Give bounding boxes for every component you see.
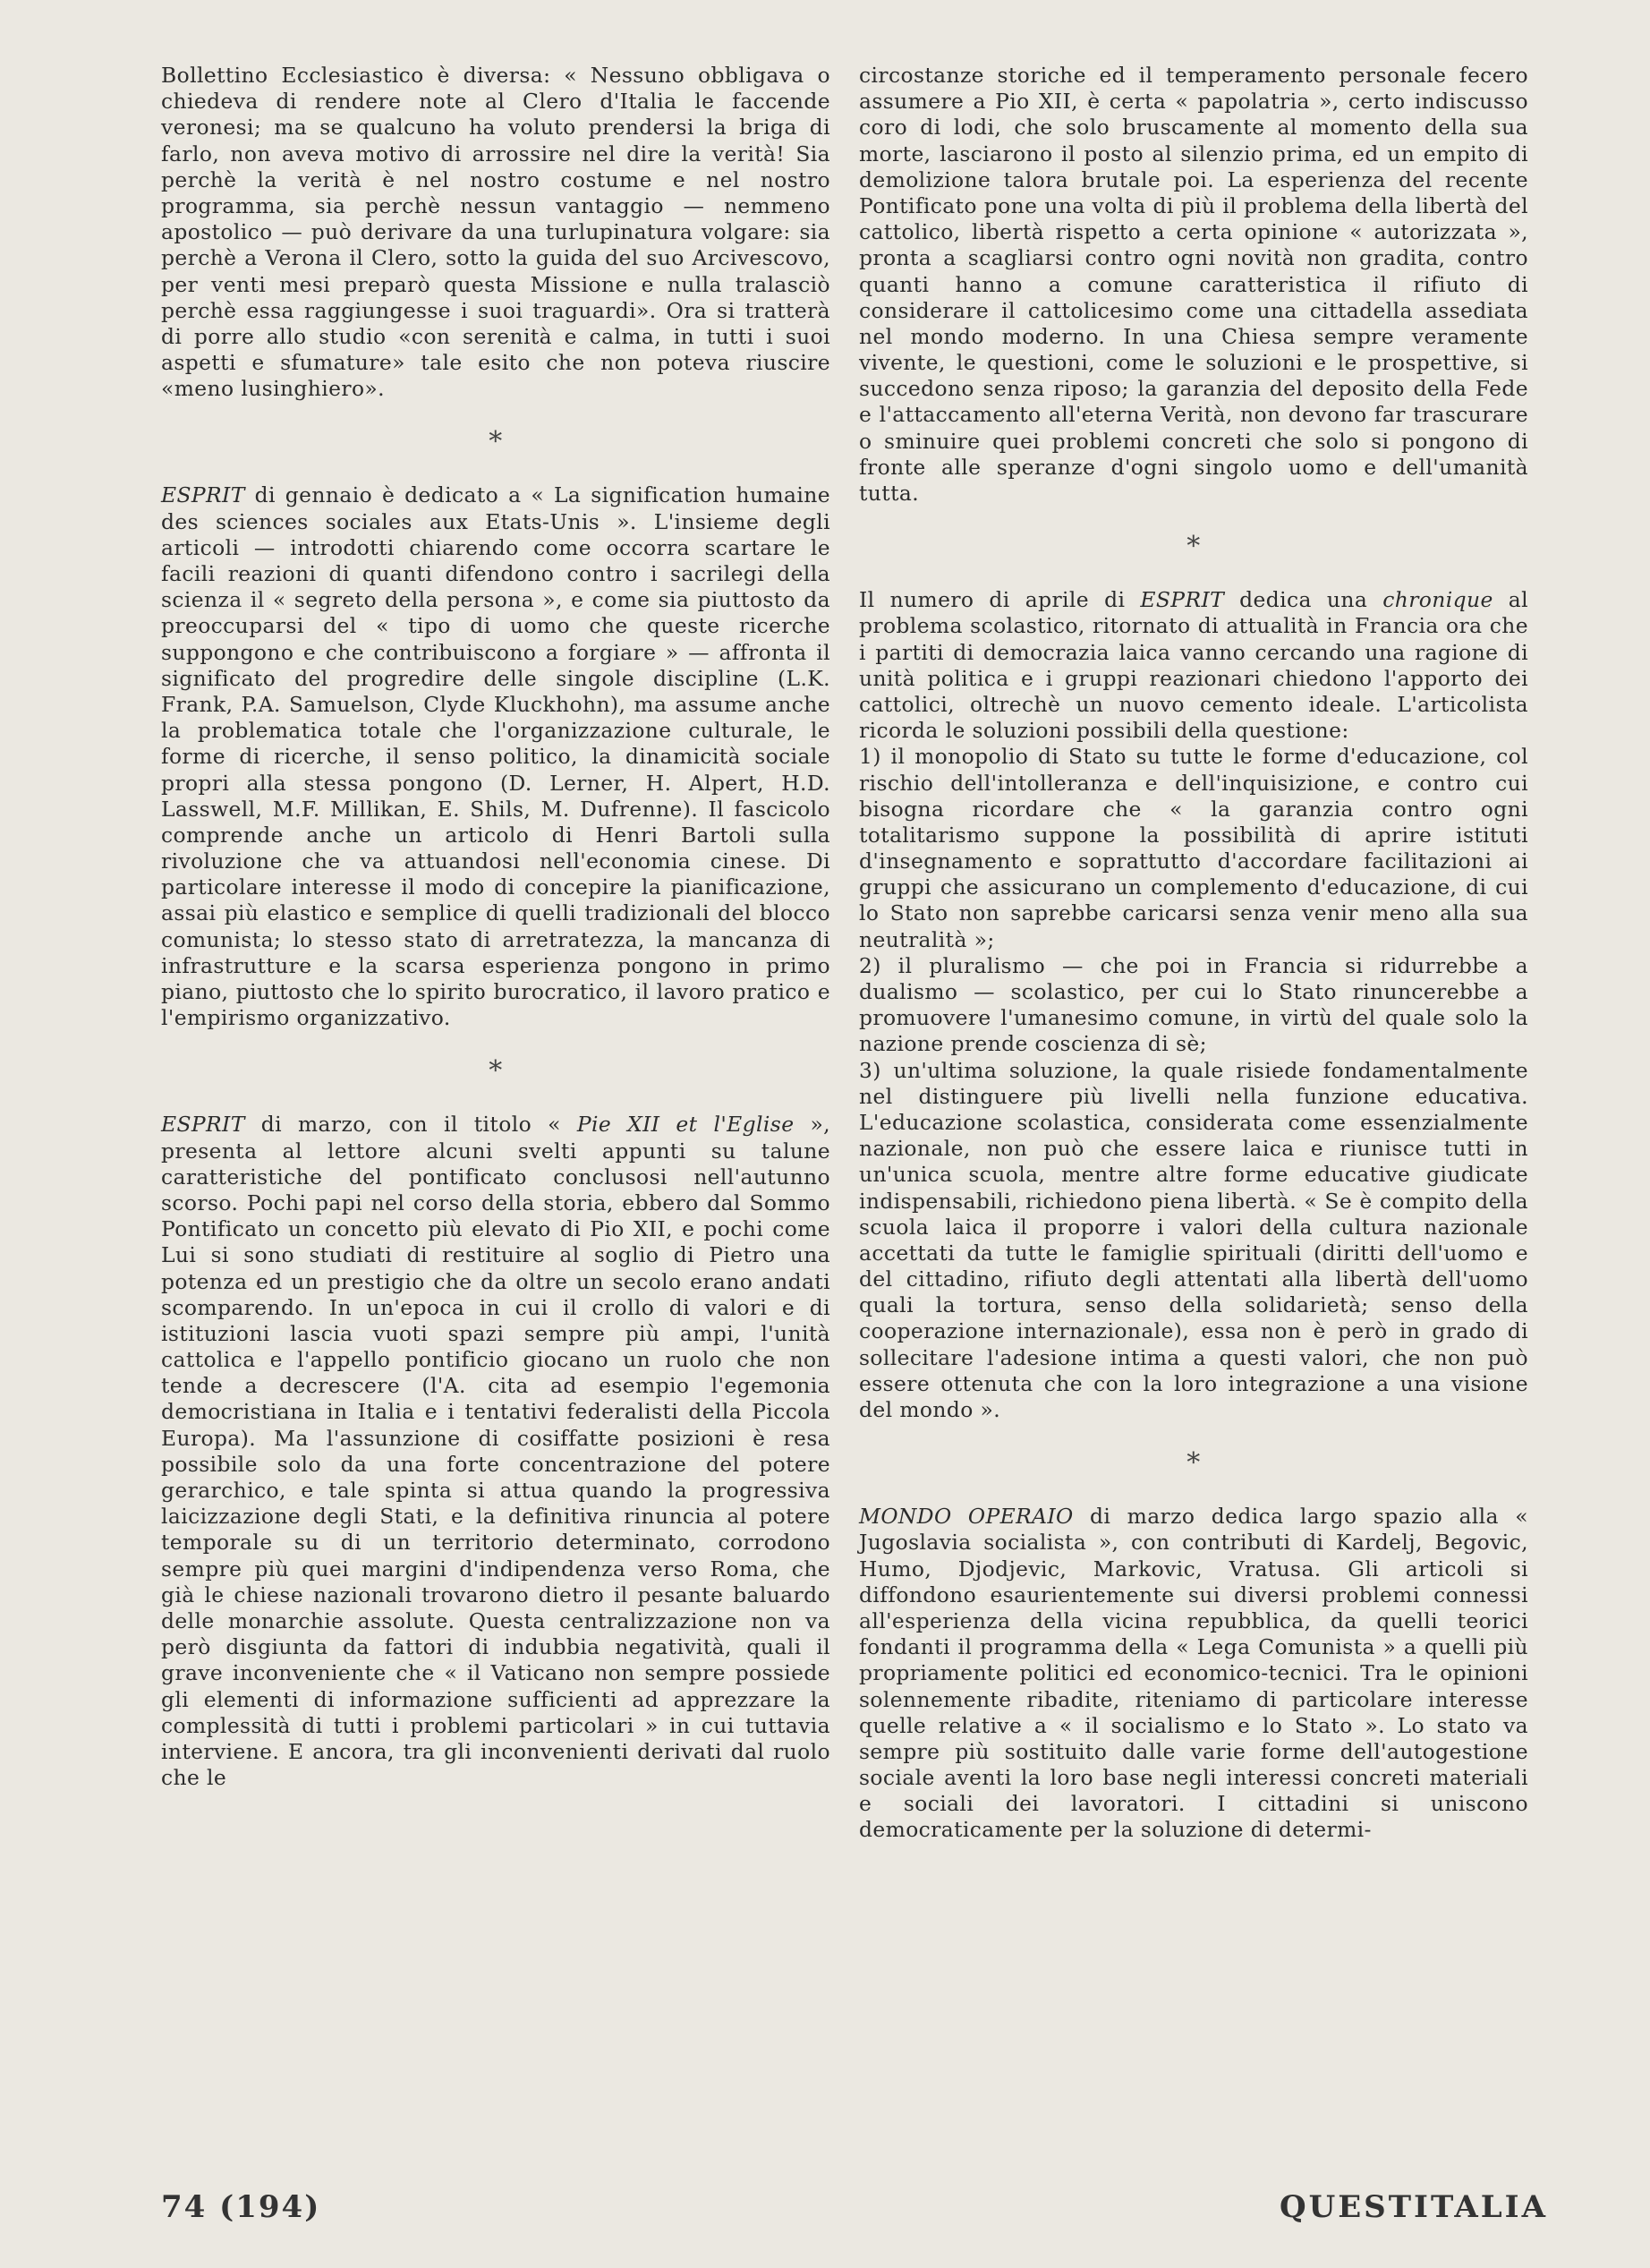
publication-name: QUESTITALIA [1280, 2189, 1548, 2225]
section-separator: * [1186, 531, 1201, 563]
left-column [161, 63, 830, 1791]
page-number: 74 (194) [161, 2189, 321, 2225]
paragraph-text: al problema scolastico, ritornato di attualità in Francia ora che i partiti di democrazia laica vanno cercando una ragione di unità politica e i gruppi reazionari chiedono l'apporto dei cattolici, oltrechè un nuovo cemento ideale. L'articolista ricorda le soluzioni possibili della questione: [859, 587, 1529, 744]
paragraph-continuation: circostanze storiche ed il temperamento personale fecero assumere a Pio XII, è certa « papolatria », certo indiscusso coro di lodi, che solo bruscamente al momento della sua morte, lasciarono il posto al silenzio prima, ed un empito di demolizione talora brutale poi. La esperienza del recente Pontificato pone una volta di più il problema della libertà del cattolico, libertà rispetto a certa opinione « autorizzata », pronta a scagliarsi contro ogni novità non gradita, contro quanti hanno a comune caratteristica il rifiuto di considerare il cattolicesimo come una cittadella assediata nel mondo moderno. In una Chiesa sempre veramente vivente, le questioni, come le soluzioni e le prospettive, si succedono senza riposo; la garanzia del deposito della Fede e l'attaccamento all'eterna Verità, non devono far trascurare o sminuire quei problemi concreti che solo si pongono di fronte alle speranze d'ogni singolo uomo e dell'umanità tutta. [859, 63, 1528, 506]
paragraph-esprit-aprile [859, 587, 1528, 744]
paragraph-esprit-marzo [161, 1112, 830, 1791]
paragraph-esprit-gennaio [161, 482, 830, 1031]
paragraph-text: dedica una [1224, 587, 1383, 613]
chronique-term: chronique [1382, 587, 1493, 613]
section-separator: * [489, 426, 503, 458]
section-separator: * [1186, 1447, 1201, 1479]
magazine-title: ESPRIT [161, 1112, 245, 1138]
paragraph-text: Il numero di aprile di [859, 587, 1141, 613]
article-title: Pie XII et l'Eglise [576, 1112, 795, 1138]
paragraph-text: di marzo dedica largo spazio alla « Jugoslavia socialista », con contributi di Kardelj, Begovic, Humo, Djodjevic, Markovic, Vratusa. Gli articoli si diffondono esaurientemente sui diversi problemi connessi all'esperienza della vicina repubblica, da quelli teorici fondanti il programma della « Lega Comunista » a quelli più propriamente politici ed economico-tecnici. Tra le opinioni solennemente ribadite, riteniamo di particolare interesse quelle relative a « il socialismo e lo Stato ». Lo stato va sempre più sostituito dalle varie forme dell'autogestione sociale aventi la loro base negli interessi concreti materiali e sociali dei lavoratori. I cittadini si uniscono democraticamente per la soluzione di determi- [859, 1504, 1528, 1843]
paragraph-text: di marzo, con il titolo « [244, 1112, 577, 1138]
magazine-title: ESPRIT [1140, 587, 1225, 613]
right-column [859, 63, 1528, 1844]
section-separator: * [489, 1055, 503, 1087]
list-item-solution-2: 2) il pluralismo — che poi in Francia si ridurrebbe a dualismo — scolastico, per cui lo Stato rinuncerebbe a promuovere l'umanesimo comune, in virtù del quale solo la nazione prende coscienza di sè; [859, 952, 1528, 1057]
paragraph-mondo-operaio [859, 1504, 1528, 1843]
magazine-title: MONDO OPERAIO [859, 1504, 1074, 1530]
paragraph-bollettino: Bollettino Ecclesiastico è diversa: « Nessuno obbligava o chiedeva di rendere note al Clero d'Italia le faccende veronesi; ma se qualcuno ha voluto prendersi la briga di farlo, non aveva motivo di arrossire nel dire la verità! Sia perchè la verità è nel nostro costume e nel nostro programma, sia perchè nessun vantaggio — nemmeno apostolico — può derivare da una turlupinatura volgare: sia perchè a Verona il Clero, sotto la guida del suo Arcivescovo, per venti mesi preparò questa Missione e nulla tralasciò perchè essa raggiungesse i suoi traguardi». Ora si tratterà di porre allo studio «con serenità e calma, in tutti i suoi aspetti e sfumature» tale esito che non poteva riuscire «meno lusinghiero». [161, 63, 830, 402]
list-item-solution-1: 1) il monopolio di Stato su tutte le forme d'educazione, col rischio dell'intolleranza e dell'inquisizione, e contro cui bisogna ricordare che « la garanzia contro ogni totalitarismo suppone la possibilità di aprire istituti d'insegnamento e soprattutto d'accordare facilitazioni ai gruppi che assicurano un complemento d'educazione, di cui lo Stato non saprebbe caricarsi senza venir meno alla sua neutralità »; [859, 744, 1528, 952]
paragraph-text: », presenta al lettore alcuni svelti appunti su talune caratteristiche del pontificato conclusosi nell'autunno scorso. Pochi papi nel corso della storia, ebbero dal Sommo Pontificato un concetto più elevato di Pio XII, e pochi come Lui si sono studiati di restituire al soglio di Pietro una potenza ed un prestigio che da oltre un secolo erano andati scomparendo. In un'epoca in cui il crollo di valori e di istituzioni lascia vuoti spazi sempre più ampi, l'unità cattolica e l'appello pontificio giocano un ruolo che non tende a decrescere (l'A. cita ad esempio l'egemonia democristiana in Italia e i tentativi federalisti della Piccola Europa). Ma l'assunzione di cosiffatte posizioni è resa possibile solo da una forte concentrazione del potere gerarchico, e tale spinta si attua quando la progressiva laicizzazione degli Stati, e la definitiva rinuncia al potere temporale su di un territorio determinato, corrodono sempre più quei margini d'indipendenza verso Roma, che già le chiese nazionali trovarono dietro il pesante baluardo delle monarchie assolute. Questa centralizzazione non va però disgiunta da fattori di indubbia negatività, quali il grave inconveniente che « il Vaticano non sempre possiede gli elementi di informazione sufficienti ad apprezzare la complessità di tutti i problemi particolari » in cui tuttavia interviene. E ancora, tra gli inconvenienti derivati dal ruolo che le [161, 1112, 830, 1791]
magazine-title: ESPRIT [161, 482, 245, 508]
paragraph-text: di gennaio è dedicato a « La signification humaine des sciences sociales aux Etats-Unis ». L'insieme degli articoli — introdotti chiarendo come occorra scartare le facili reazioni di quanti difendono contro i sacrilegi della scienza il « segreto della persona », e come sia piuttosto da preoccuparsi del « tipo di uomo che queste ricerche suppongono e che contribuiscono a forgiare » — affronta il significato del progredire delle singole discipline (L.K. Frank, P.A. Samuelson, Clyde Kluckhohn), ma assume anche la problematica totale che l'organizzazione culturale, le forme di ricerche, il senso politico, la dinamicità sociale propri alla stessa pongono (D. Lerner, H. Alpert, H.D. Lasswell, M.F. Millikan, E. Shils, M. Dufrenne). Il fascicolo comprende anche un articolo di Henri Bartoli sulla rivoluzione che va attuandosi nell'economia cinese. Di particolare interesse il modo di concepire la pianificazione, assai più elastico e semplice di quelli tradizionali del blocco comunista; lo stesso stato di arretratezza, la mancanza di infrastrutture e la scarsa esperienza pongono in primo piano, piuttosto che lo spirito burocratico, il lavoro pratico e l'empirismo organizzativo. [161, 482, 830, 1031]
list-item-solution-3: 3) un'ultima soluzione, la quale risiede fondamentalmente nel distinguere più livelli nella funzione educativa. L'educazione scolastica, considerata come essenzialmente nazionale, non può che essere laica e riunisce tutti in un'unica scuola, mentre altre forme educative giudicate indispensabili, richiedono piena libertà. « Se è compito della scuola laica il proporre i valori della cultura nazionale accettati da tutte le famiglie spirituali (diritti dell'uomo e del cittadino, rifiuto degli attentati alla libertà dell'uomo quali la tortura, senso della solidarietà; senso della cooperazione internazionale), essa non è però in grado di sollecitare l'adesione intima a questi valori, che non può essere ottenuta che con la loro integrazione a una visione del mondo ». [859, 1057, 1528, 1422]
